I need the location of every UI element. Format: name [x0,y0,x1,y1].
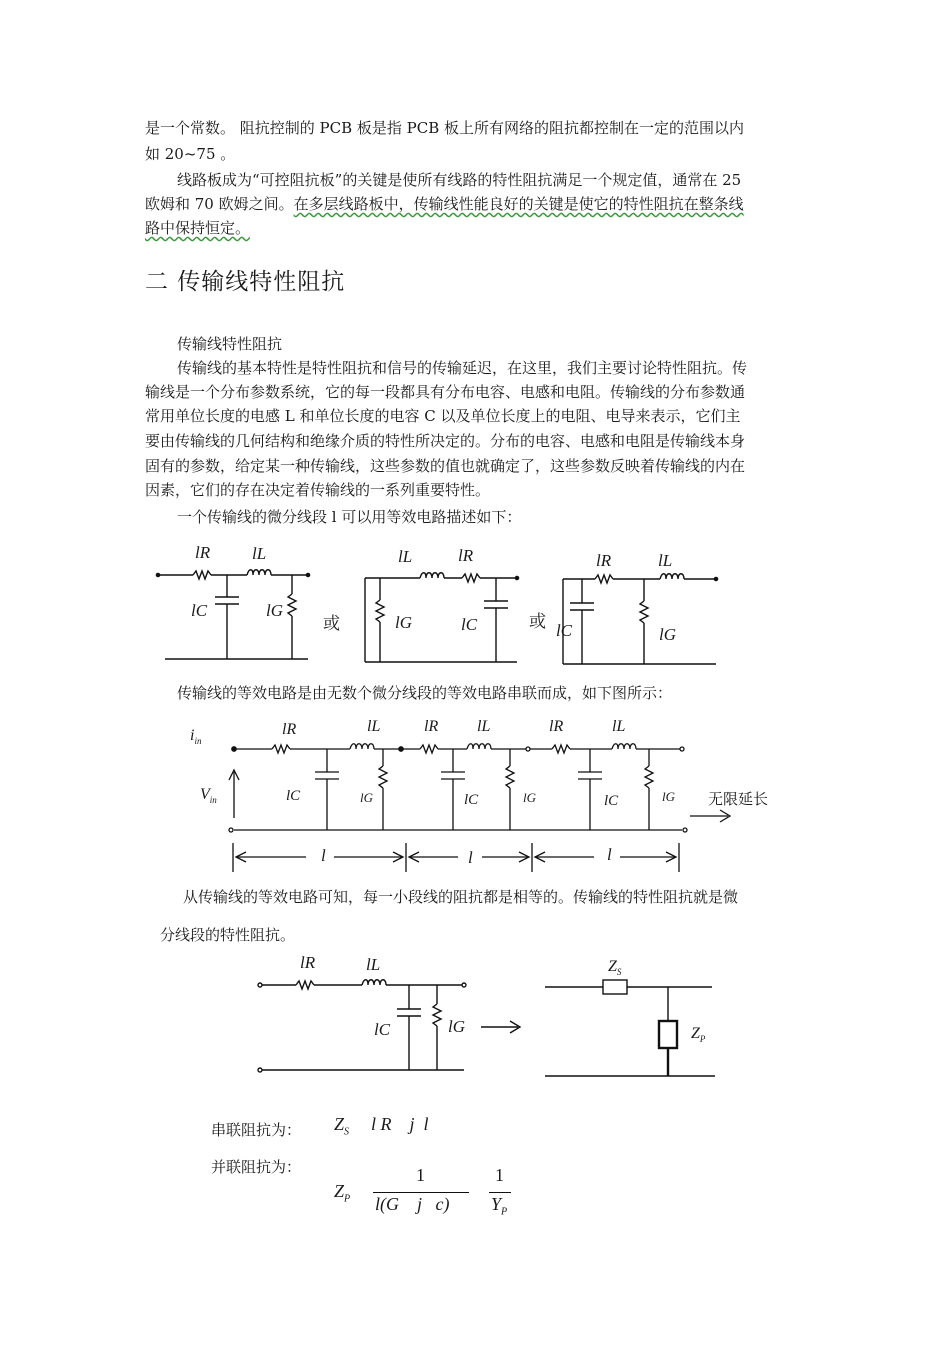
fig2-lG-label-1: lG [360,790,373,805]
intro-line-4-underlined: 在多层线路板中，传输线性能良好的关键是使它的特性阻抗在整条线 [293,195,744,213]
intro-line-4-plain: 欧姆和 70 欧姆之间。 [145,195,294,213]
fig2-length-label-2: l [468,848,473,867]
parallel-numerator-1: 1 [416,1165,425,1185]
fig1-b-lL-label: lL [398,547,413,566]
fig2-length-label-1: l [321,846,326,865]
fig3-zs-subscript: S [616,967,622,978]
subtitle: 传输线特性阻抗 [177,335,283,353]
fig1-a-lC-label: lC [191,601,208,620]
fig3-lR-label: lR [300,953,316,972]
fig2-lR-label-2: lR [424,718,439,735]
para4-line-2: 分线段的特性阻抗。 [160,926,296,944]
parallel-denominator-1: l(G j c) [375,1194,450,1214]
fig2-lR-label-1: lR [282,721,297,738]
conductance-symbol [433,1004,441,1026]
fig1-a-lL-label: lL [252,544,267,563]
intro-line-5-underlined: 路中保持恒定。 [145,219,251,237]
intro-line-3: 线路板成为“可控阻抗板”的关键是使所有线路的特性阻抗满足一个规定值，通常在 25 [177,171,742,189]
yp-subscript: P [501,1206,508,1218]
fig2-i-symbol: i [190,727,195,744]
fig3-lG-label: lG [448,1017,465,1036]
fig2-v-subscript: in [209,795,217,806]
fig3-zp-subscript: P [699,1034,706,1045]
fig3-zp-symbol: Z [691,1025,700,1042]
fig2-lC-label-3: lC [604,793,619,809]
fig2-lG-label-2: lG [523,790,536,805]
fig1-or-2: 或 [529,612,546,632]
para3: 传输线的等效电路是由无数个微分线段的等效电路串联而成，如下图所示： [177,684,673,702]
fig2-lR-label-3: lR [549,718,564,735]
parallel-z-subscript: P [344,1193,351,1205]
intro-line-2: 如 20~75 。 [145,145,236,163]
fig1-a-lR-label: lR [195,543,211,562]
resistor-symbol [296,981,314,989]
fig1-b-lC-label: lC [461,615,478,634]
fig1-c-lL-label: lL [658,551,673,570]
fig3-zs-label [608,958,621,977]
para2: 一个传输线的微分线段 l 可以用等效电路描述如下： [177,508,522,526]
inductor-symbol [362,980,386,985]
shunt-impedance-box [659,1021,677,1048]
fig1-c-lC-label: lC [556,621,573,640]
series-z-subscript: S [344,1126,350,1138]
fig1-b-lG-label: lG [395,613,412,632]
fig1-c-lG-label: lG [659,625,676,644]
series-z-symbol: Z [334,1114,345,1134]
fig2-lL-label-2: lL [477,718,491,735]
fig1-c-lR-label: lR [596,551,612,570]
para1-line-4: 要由传输线的几何结构和绝缘介质的特性所决定的。分布的电容、电感和电阻是传输线本身 [145,432,746,450]
parallel-z-symbol: Z [334,1181,345,1201]
fig2-v-symbol: V [200,786,210,803]
para1-line-5: 固有的参数，给定某一种传输线，这些参数的值也就确定了，这些参数反映着传输线的内在 [145,457,746,475]
fig3-zs-symbol: Z [608,958,617,975]
para1-line-3: 常用单位长度的电感 L 和单位长度的电容 C 以及单位长度上的电阻、电导来表示，它们主 [145,407,741,425]
fig3-zp-label [691,1025,705,1044]
fraction-bar-1 [373,1192,469,1193]
series-impedance-formula [334,1114,429,1138]
parallel-denominator-2 [491,1194,507,1218]
fig2-length-label-3: l [607,845,612,864]
fraction-bar-2 [489,1192,511,1193]
fig1-b-lR-label: lR [458,546,474,565]
intro-line-1: 是一个常数。 阻抗控制的 PCB 板是指 PCB 板上所有网络的阻抗都控制在一定的范围以内 [145,119,745,137]
para1-line-1: 传输线的基本特性是特性阻抗和信号的传输延迟，在这里，我们主要讨论特性阻抗。传 [177,359,748,377]
fig3-lL-label: lL [366,955,381,974]
yp-symbol: Y [491,1194,502,1214]
section-heading: 二 传输线特性阻抗 [145,269,346,295]
fig1-or-1: 或 [323,614,340,634]
series-rhs: l R j l [371,1114,429,1134]
para1-line-2: 输线是一个分布参数系统，它的每一段都具有分布电容、电感和电阻。传输线的分布参数通 [145,383,746,401]
para1-line-6: 因素，它们的存在决定着传输线的一系列重要特性。 [145,481,491,499]
parallel-numerator-2: 1 [495,1165,504,1185]
fig2-lC-label-2: lC [464,792,479,808]
para4-line-1: 从传输线的等效电路可知，每一小段线的阻抗都是相等的。传输线的特性阻抗就是微 [183,888,739,906]
fig2-lC-label-1: lC [286,788,301,804]
parallel-z-label [334,1181,350,1205]
fig3-lC-label: lC [374,1020,391,1039]
fig2-i-subscript: in [194,736,202,747]
fig2-lL-label-3: lL [612,718,626,735]
fig1-a-lG-label: lG [266,601,283,620]
fig2-extend-label: 无限延长 [708,790,769,808]
parallel-impedance-label: 并联阻抗为： [211,1158,302,1176]
fig2-lG-label-3: lG [662,789,675,804]
series-impedance-box [603,980,627,994]
series-impedance-label: 串联阻抗为： [211,1121,302,1139]
fig2-lL-label-1: lL [367,718,381,735]
